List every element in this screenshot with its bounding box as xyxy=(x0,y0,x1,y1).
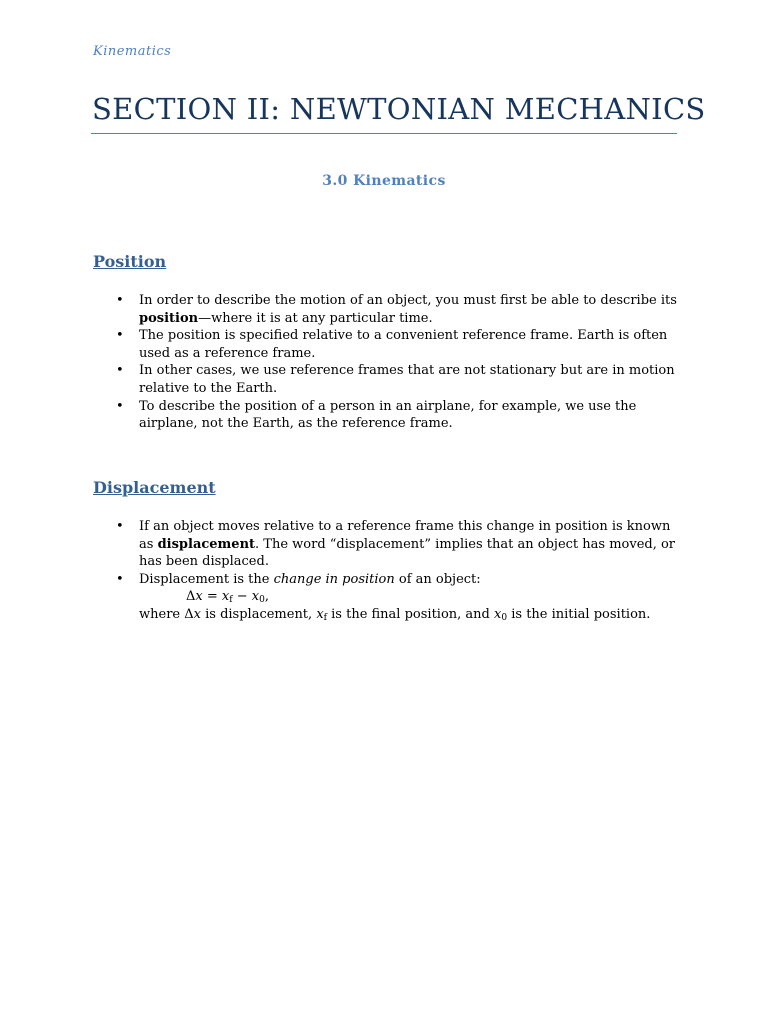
math-var: x xyxy=(494,606,502,622)
position-heading: Position xyxy=(93,252,167,271)
bullet-icon: • xyxy=(116,571,124,587)
bullet-text: The position is specified relative to a convenient reference frame. Earth is often used as a reference frame. xyxy=(139,328,668,361)
text-run: is the final position, and xyxy=(327,606,495,622)
math-var: x xyxy=(195,589,203,605)
math-var: x xyxy=(221,589,230,605)
list-item xyxy=(0,362,687,397)
bullet-icon: • xyxy=(116,398,124,414)
title-underline-rule xyxy=(91,133,677,134)
bullet-icon: • xyxy=(116,293,124,308)
math-var: x xyxy=(251,589,260,605)
bullet-text: To describe the position of a person in an airplane, for example, we use the airplane, not the Earth, as the reference frame. xyxy=(139,398,637,432)
text-run: where Δ xyxy=(139,606,194,622)
bullet-text: If an object moves relative to a reference frame this change in position is known as xyxy=(139,519,671,552)
subscript: 0 xyxy=(259,595,265,606)
math-var: x xyxy=(316,606,324,622)
page-title: SECTION II: NEWTONIAN MECHANICS xyxy=(92,92,706,126)
bullet-text: of an object: xyxy=(394,571,481,587)
section-subtitle: 3.0 Kinematics xyxy=(322,173,446,189)
displacement-heading: Displacement xyxy=(93,478,216,497)
bullet-text: —where it is at any particular time. xyxy=(198,310,433,326)
subscript: 0 xyxy=(501,612,508,623)
formula-explanation xyxy=(139,607,650,622)
position-bullet-list xyxy=(0,292,687,433)
punctuation: , xyxy=(264,589,269,605)
bullet-text: In order to describe the motion of an object, you must first be able to describe its xyxy=(139,293,677,308)
subscript: f xyxy=(229,595,233,606)
bullet-text: In other cases, we use reference frames that are not stationary but are in motion relative to the Earth. xyxy=(139,363,675,396)
bullet-icon: • xyxy=(116,519,124,534)
bullet-text: . The word “displacement” implies that an object has moved, or has been displaced. xyxy=(139,536,676,570)
bullet-icon: • xyxy=(116,363,124,379)
italic-term: change in position xyxy=(273,571,395,587)
displacement-formula xyxy=(139,588,687,606)
bold-term-displacement: displacement xyxy=(157,536,256,552)
math-var: x xyxy=(193,606,201,622)
list-item xyxy=(0,571,687,624)
list-item xyxy=(0,398,687,433)
list-item xyxy=(0,327,687,362)
subscript: f xyxy=(323,612,327,623)
text-run: is the initial position. xyxy=(507,606,651,622)
bold-term-position: position xyxy=(139,310,199,326)
bullet-icon: • xyxy=(116,328,124,344)
text-run: is displacement, xyxy=(200,606,317,622)
list-item xyxy=(0,292,687,327)
delta-symbol: Δ xyxy=(186,589,196,605)
bullet-text: Displacement is the xyxy=(139,571,274,587)
list-item xyxy=(0,518,687,571)
running-header: Kinematics xyxy=(93,44,172,59)
minus-sign: − xyxy=(232,589,252,605)
displacement-bullet-list xyxy=(0,518,687,624)
equals-sign: = xyxy=(202,589,222,605)
